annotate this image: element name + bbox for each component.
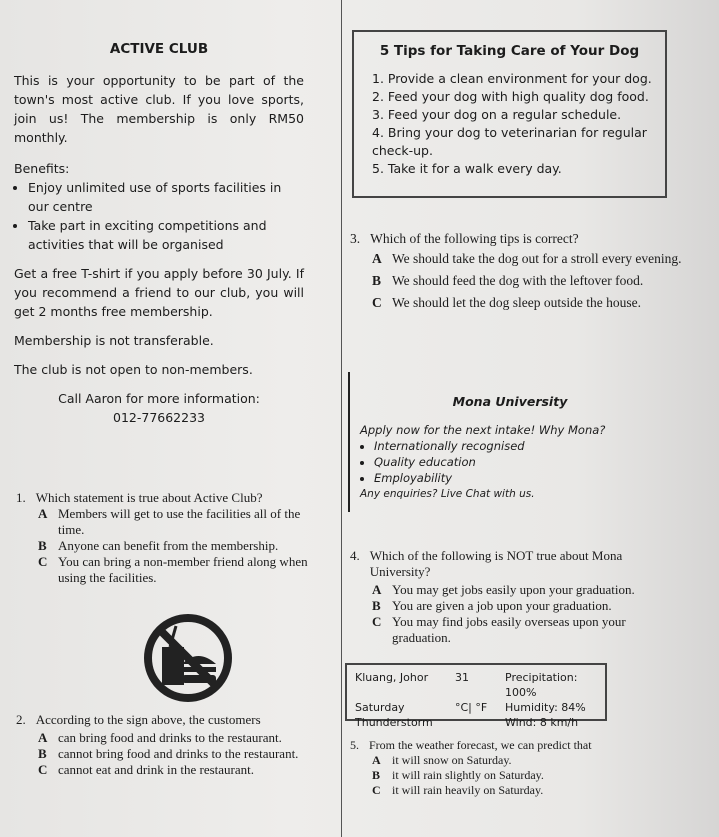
option-text: it will snow on Saturday. <box>392 753 512 767</box>
column-divider <box>341 0 342 837</box>
tshirt-offer: Get a free T-shirt if you apply before 30 July. If you recommend a friend to our club, you will get 2 months free membership. <box>14 266 304 319</box>
weather-humidity: Humidity: 84% <box>505 701 586 714</box>
dog-tips-title: 5 Tips for Taking Care of Your Dog <box>379 43 640 59</box>
tip-item: 5. Take it for a walk every day. <box>372 161 562 176</box>
ad-border <box>348 372 350 512</box>
option-letter: A <box>372 582 382 597</box>
option-text: We should feed the dog with the leftover food. <box>392 273 644 288</box>
question-3 <box>350 230 707 311</box>
apply-text: Apply now for the next intake! Why Mona? <box>360 423 606 437</box>
option-letter: B <box>372 768 381 782</box>
question-number: 2. <box>16 712 26 727</box>
option-text: cannot bring food and drinks to the restaurant. <box>58 746 299 761</box>
option-letter: A <box>372 753 381 767</box>
phone-number: 012-77662233 <box>113 410 205 425</box>
option-letter: C <box>372 783 381 797</box>
option-text: Anyone can benefit from the membership. <box>58 538 279 553</box>
weather-day: Saturday <box>355 701 405 714</box>
tip-item: 1. Provide a clean environment for your dog. <box>372 71 652 86</box>
option-letter: C <box>38 554 48 569</box>
weather-precip: Precipitation: 100% <box>505 671 578 699</box>
option-letter: C <box>372 614 382 629</box>
active-club-ad <box>14 40 304 427</box>
option-a[interactable] <box>38 730 323 746</box>
question-text: From the weather forecast, we can predict that <box>369 738 592 752</box>
option-letter: A <box>38 730 48 745</box>
option-a[interactable] <box>372 250 707 267</box>
mona-university-ad <box>360 394 660 502</box>
option-a[interactable] <box>372 753 672 768</box>
option-letter: A <box>372 251 382 266</box>
question-text: Which of the following is NOT true about Mona University? <box>369 548 623 579</box>
not-open-note: The club is not open to non-members. <box>14 362 253 377</box>
transfer-note: Membership is not transferable. <box>14 333 214 348</box>
mona-title: Mona University <box>452 394 568 409</box>
option-letter: B <box>372 598 381 613</box>
tip-item: 4. Bring your dog to veterinarian for regular check-up. <box>372 125 647 158</box>
question-text: According to the sign above, the customers <box>35 712 261 727</box>
call-text: Call Aaron for more information: <box>58 391 260 406</box>
dog-tips-box <box>352 30 667 198</box>
question-1 <box>16 490 323 586</box>
weather-units: °C| °F <box>455 701 488 714</box>
question-text: Which of the following tips is correct? <box>370 231 579 246</box>
option-text: Members will get to use the facilities all of the time. <box>58 506 301 537</box>
question-number: 5. <box>350 738 359 752</box>
enquiry-text: Any enquiries? Live Chat with us. <box>360 488 535 500</box>
tip-item: 3. Feed your dog on a regular schedule. <box>372 107 622 122</box>
weather-condition: Thunderstorm <box>355 716 433 729</box>
benefits-label: Benefits: <box>14 161 70 176</box>
question-4 <box>350 548 672 646</box>
weather-wind: Wind: 8 km/h <box>505 716 579 729</box>
option-c[interactable] <box>372 614 672 646</box>
option-text: You may get jobs easily upon your graduation. <box>392 582 635 597</box>
question-number: 4. <box>350 548 360 563</box>
question-5 <box>350 738 672 798</box>
option-c[interactable] <box>372 294 707 311</box>
mona-point: • Quality education <box>374 454 660 470</box>
mona-point: • Employability <box>374 470 660 486</box>
club-intro: This is your opportunity to be part of the town's most active club. If you love sports, join us! The membership is only RM50 monthly. <box>14 73 304 145</box>
option-c[interactable] <box>38 554 323 586</box>
question-text: Which statement is true about Active Club? <box>35 490 263 505</box>
option-letter: C <box>372 295 382 310</box>
option-letter: B <box>38 746 47 761</box>
option-letter: C <box>38 762 48 777</box>
option-text: We should let the dog sleep outside the house. <box>392 295 641 310</box>
weather-temp: 31 <box>455 671 469 684</box>
weather-place: Kluang, Johor <box>355 671 429 684</box>
option-text: cannot eat and drink in the restaurant. <box>58 762 255 777</box>
option-letter: B <box>372 273 382 288</box>
mona-point: • Internationally recognised <box>374 438 660 454</box>
tip-item: 2. Feed your dog with high quality dog food. <box>372 89 649 104</box>
option-c[interactable] <box>372 783 672 798</box>
option-a[interactable] <box>38 506 323 538</box>
option-text: We should take the dog out for a stroll every evening. <box>392 251 682 266</box>
option-letter: B <box>38 538 47 553</box>
option-text: You may find jobs easily overseas upon your graduation. <box>392 614 626 645</box>
option-text: can bring food and drinks to the restaurant. <box>58 730 282 745</box>
club-title: ACTIVE CLUB <box>109 41 209 57</box>
option-b[interactable] <box>38 538 323 554</box>
option-b[interactable] <box>38 746 323 762</box>
benefit-item: • Enjoy unlimited use of sports facilities in our centre <box>28 178 304 216</box>
benefit-item: • Take part in exciting competitions and activities that will be organised <box>28 216 304 254</box>
question-2 <box>16 712 323 778</box>
option-c[interactable] <box>38 762 323 778</box>
option-b[interactable] <box>372 598 672 614</box>
option-text: it will rain slightly on Saturday. <box>392 768 544 782</box>
option-b[interactable] <box>372 272 707 289</box>
question-number: 3. <box>350 231 361 246</box>
option-text: You can bring a non-member friend along when using the facilities. <box>58 554 308 585</box>
question-number: 1. <box>16 490 26 505</box>
option-text: it will rain heavily on Saturday. <box>392 783 544 797</box>
weather-box <box>345 663 607 729</box>
option-b[interactable] <box>372 768 672 783</box>
no-food-sign-icon <box>142 612 234 704</box>
option-letter: A <box>38 506 48 521</box>
option-text: You are given a job upon your graduation. <box>392 598 612 613</box>
option-a[interactable] <box>372 582 672 598</box>
